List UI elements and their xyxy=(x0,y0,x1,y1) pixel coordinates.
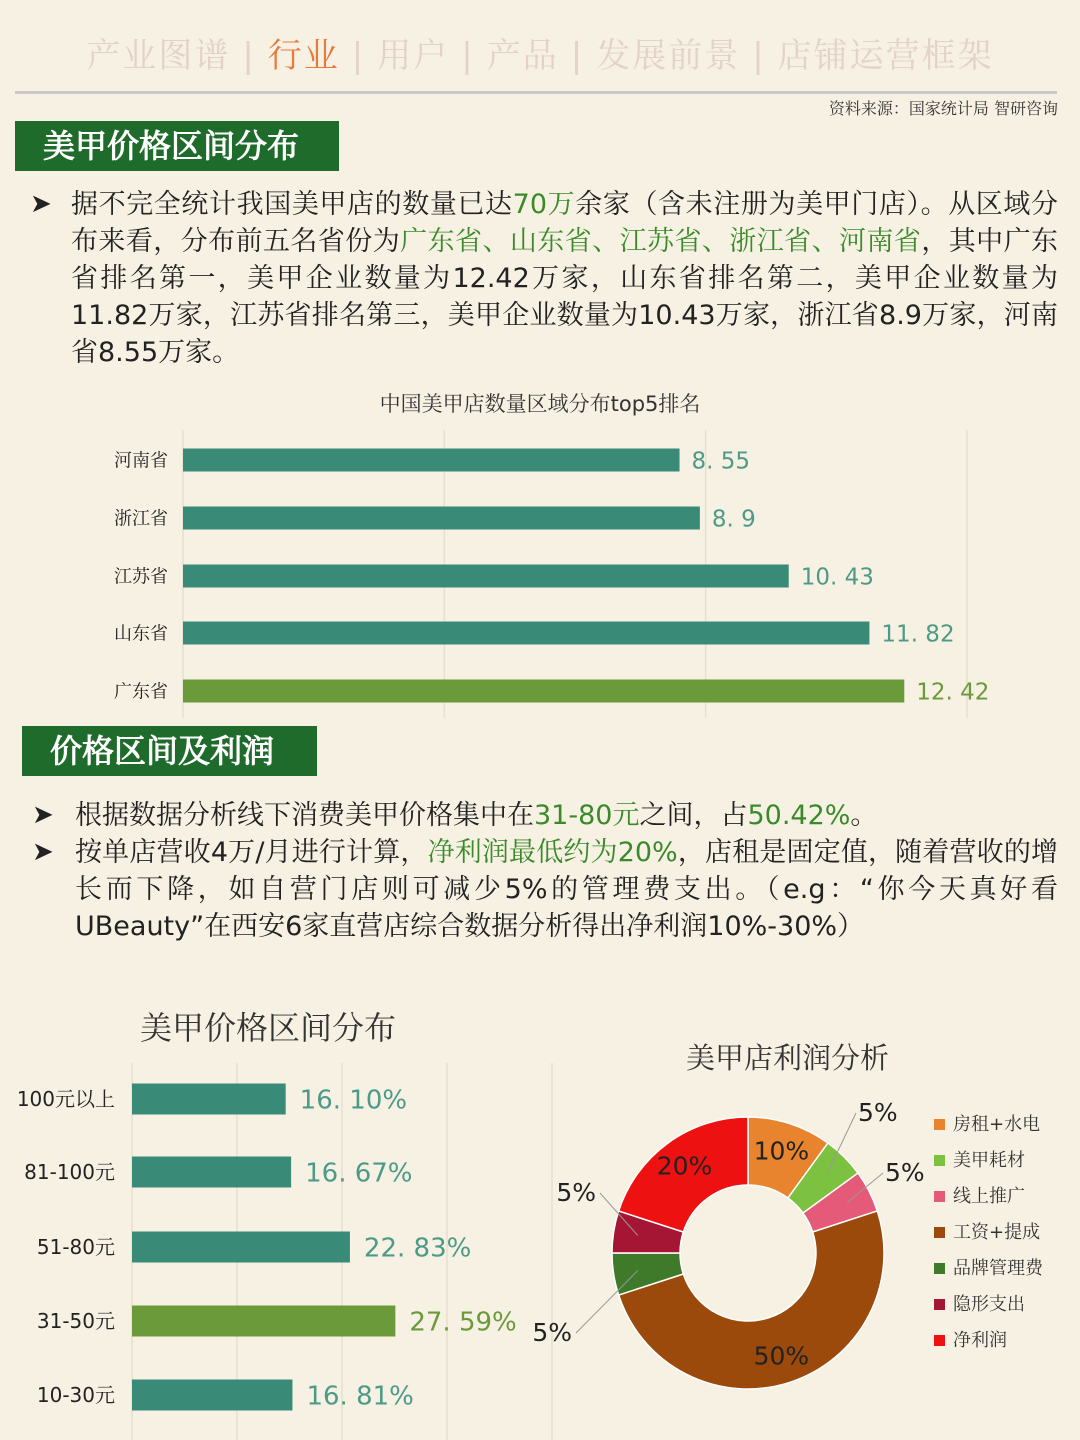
legend-label: 净利润 xyxy=(953,1330,1007,1351)
nav-item-5[interactable]: 店铺运营框架 xyxy=(777,36,994,76)
highlight-text: 净利润最低约为20% xyxy=(427,837,678,868)
legend-swatch xyxy=(934,1119,945,1130)
slice-label: 5% xyxy=(858,1098,898,1127)
body-text: 按单店营收4万/月进行计算， xyxy=(75,837,428,868)
nav-separator: | xyxy=(351,36,366,76)
bullet-arrow-icon: ➤ xyxy=(32,800,54,830)
section-title-price-profit: 价格区间及利润 xyxy=(22,726,317,776)
profit-donut-chart xyxy=(532,1085,1080,1415)
slice-label: 5% xyxy=(556,1178,596,1207)
nav-separator: | xyxy=(752,36,766,76)
value-label: 16. 81% xyxy=(306,1381,414,1412)
bar-3 xyxy=(132,1306,395,1337)
bar-0 xyxy=(183,449,680,472)
category-label: 51-80元 xyxy=(36,1235,115,1260)
nav-divider xyxy=(15,91,1057,94)
highlight-text: 广东省、山东省、江苏省、浙江省、河南省 xyxy=(400,226,922,257)
nav-separator: | xyxy=(242,36,256,76)
body-text: ，其中广东省排名第一，美甲企业数量为12.42万家，山东省排名第二，美甲企业数量为11.82万家，江苏省排名第三，美甲企业数量为10.43万家，浙江省8.9万家，河南省8.55万家。 xyxy=(71,226,1059,368)
nav-separator: | xyxy=(570,36,585,76)
legend-label: 隐形支出 xyxy=(953,1294,1025,1315)
slice-label: 10% xyxy=(753,1136,810,1166)
chart-title-price-range: 美甲价格区间分布 xyxy=(140,1009,397,1047)
nav-item-3[interactable]: 产品 xyxy=(486,36,559,76)
legend-swatch xyxy=(934,1191,945,1202)
province-bar-chart xyxy=(0,430,1080,720)
legend-swatch xyxy=(934,1155,945,1166)
bullet-arrow-icon: ➤ xyxy=(32,837,54,867)
legend-label: 房租+水电 xyxy=(953,1114,1041,1135)
bar-4 xyxy=(132,1380,292,1411)
nav-item-4[interactable]: 发展前景 xyxy=(596,36,741,76)
highlight-text: 70万 xyxy=(512,189,576,220)
bar-1 xyxy=(132,1157,291,1188)
category-label: 100元以上 xyxy=(16,1087,115,1112)
body-text: 。 xyxy=(850,800,878,831)
paragraph-text xyxy=(71,186,1058,371)
price-range-bar-chart xyxy=(0,1055,560,1440)
nav-item-2[interactable]: 用户 xyxy=(377,36,450,76)
body-text: 据不完全统计我国美甲店的数量已达 xyxy=(71,189,513,220)
slice-label: 20% xyxy=(656,1151,713,1181)
chart-title-provinces: 中国美甲店数量区域分布top5排名 xyxy=(379,392,701,416)
body-text: 之间，占 xyxy=(639,800,748,831)
legend-swatch xyxy=(934,1335,945,1346)
body-text: 余家（含未注册为美甲门店）。从区域分布来看，分布前五名省份为 xyxy=(71,189,1059,257)
nav-item-0[interactable]: 产业图谱 xyxy=(86,36,231,76)
legend-label: 线上推广 xyxy=(953,1186,1025,1207)
legend-label: 工资+提成 xyxy=(953,1222,1041,1243)
value-label: 12. 42 xyxy=(916,679,990,706)
value-label: 27. 59% xyxy=(409,1307,517,1338)
category-label: 31-50元 xyxy=(36,1309,115,1334)
category-label: 山东省 xyxy=(114,623,168,645)
value-label: 8. 55 xyxy=(691,448,751,475)
nav-separator: | xyxy=(461,36,475,76)
bar-3 xyxy=(183,622,869,645)
value-label: 16. 67% xyxy=(305,1158,413,1189)
category-label: 广东省 xyxy=(114,681,168,703)
legend-label: 品牌管理费 xyxy=(953,1258,1043,1279)
category-label: 10-30元 xyxy=(36,1383,115,1408)
slice-label: 5% xyxy=(885,1158,925,1187)
category-label: 81-100元 xyxy=(24,1160,115,1185)
paragraph-text xyxy=(75,797,1058,834)
slice-label: 5% xyxy=(532,1318,572,1347)
legend-swatch xyxy=(934,1263,945,1274)
category-label: 河南省 xyxy=(114,450,168,472)
value-label: 11. 82 xyxy=(881,621,955,648)
value-label: 10. 43 xyxy=(800,564,874,591)
paragraph-text xyxy=(75,834,1058,945)
nav-item-1[interactable]: 行业 xyxy=(267,36,340,76)
value-label: 8. 9 xyxy=(711,506,756,533)
value-label: 16. 10% xyxy=(299,1085,408,1116)
top-nav xyxy=(0,28,1080,77)
bar-2 xyxy=(183,565,789,588)
body-text: 根据数据分析线下消费美甲价格集中在 xyxy=(75,800,534,831)
slice-label: 50% xyxy=(753,1341,810,1371)
bar-2 xyxy=(132,1232,350,1263)
legend-swatch xyxy=(934,1227,945,1238)
paragraph-store-count xyxy=(30,186,1058,371)
paragraph-profit xyxy=(32,834,1058,945)
data-source: 资料来源：国家统计局 智研咨询 xyxy=(828,99,1058,118)
highlight-text: 31-80元 xyxy=(534,800,640,831)
body-text: ，店租是固定值，随着营收的增长而下降，如自营门店则可减少5%的管理费支出。（e.g：“你今天真好看 UBeauty”在西安6家直营店综合数据分析得出净利润10%-30%） xyxy=(75,837,1058,942)
section-title-distribution: 美甲价格区间分布 xyxy=(15,121,339,171)
value-label: 22. 83% xyxy=(363,1233,472,1264)
chart-title-profit: 美甲店利润分析 xyxy=(686,1041,890,1075)
bullet-arrow-icon: ➤ xyxy=(30,189,52,219)
legend-label: 美甲耗材 xyxy=(953,1150,1025,1171)
highlight-text: 50.42% xyxy=(747,800,851,831)
category-label: 江苏省 xyxy=(114,566,168,588)
bar-4 xyxy=(183,680,904,703)
category-label: 浙江省 xyxy=(114,508,168,530)
legend-swatch xyxy=(934,1299,945,1310)
paragraph-price-range xyxy=(32,797,1058,834)
bar-1 xyxy=(183,507,700,530)
bar-0 xyxy=(132,1084,286,1115)
